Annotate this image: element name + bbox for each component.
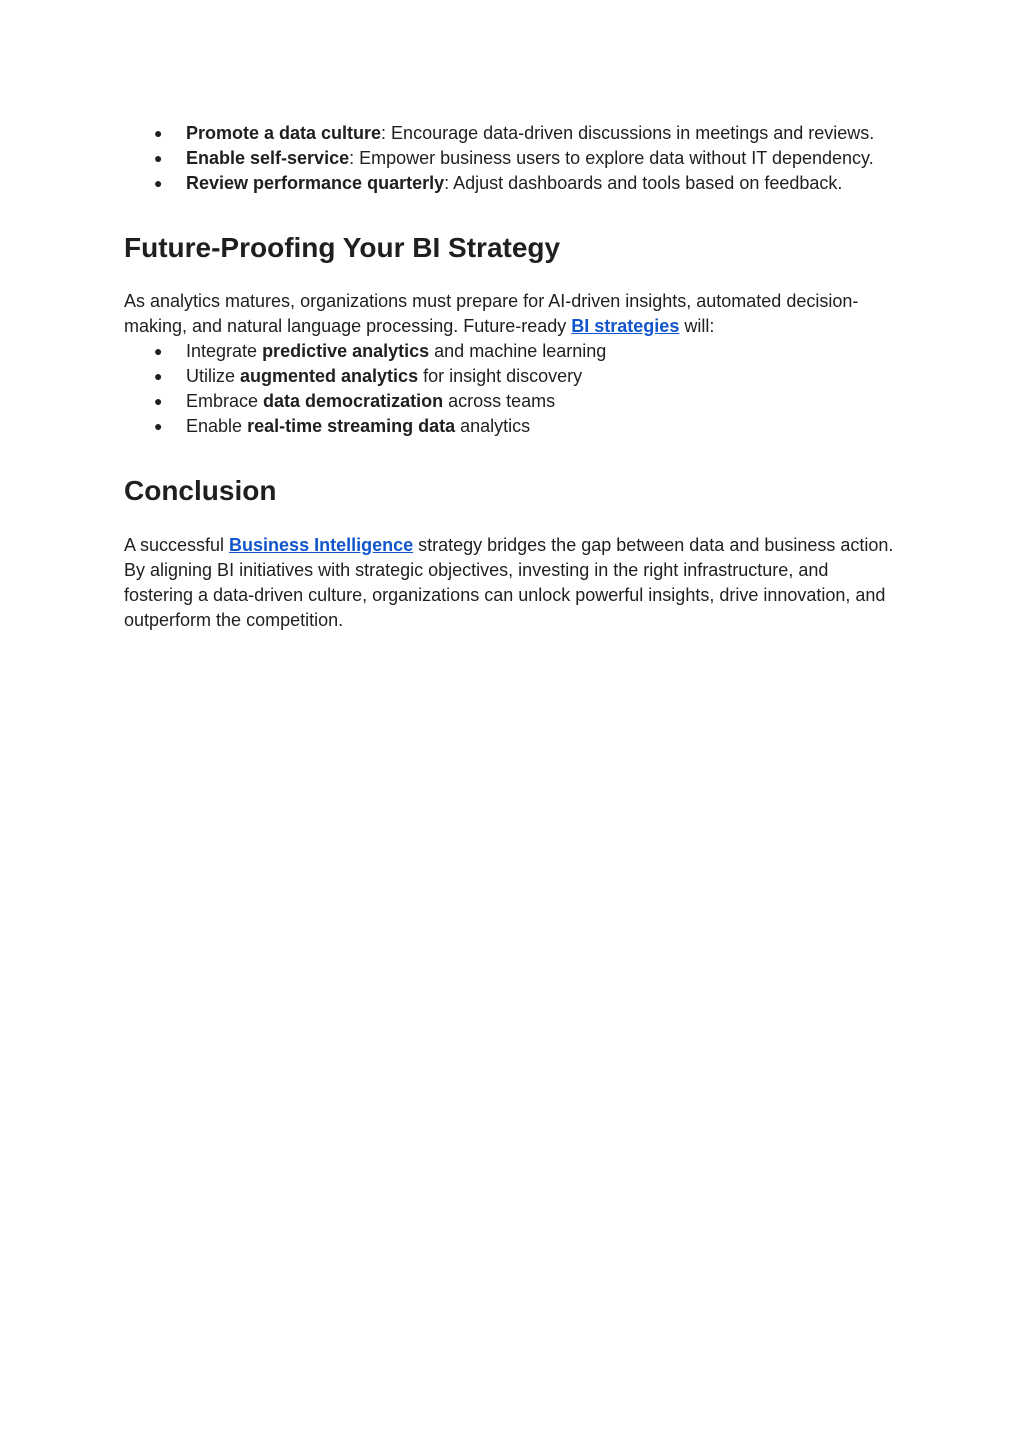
list-item-bold: Review performance quarterly (186, 173, 445, 193)
list-item-bold: real-time streaming data (247, 416, 456, 436)
list-item-bold: augmented analytics (240, 366, 419, 386)
list-item (124, 121, 899, 146)
list-item (124, 364, 899, 389)
future-list (124, 339, 899, 439)
list-item-text: Integrate (186, 341, 263, 361)
bullet-icon (154, 339, 162, 364)
bullet-icon (154, 389, 162, 414)
document-page (124, 121, 899, 633)
list-item-text: for insight discovery (418, 366, 583, 386)
list-item-text: Embrace (186, 391, 264, 411)
bullet-icon (154, 171, 162, 196)
list-item-text: analytics (455, 416, 531, 436)
list-item (124, 146, 899, 171)
paragraph-text: will: (679, 316, 715, 336)
bullet-icon (154, 364, 162, 389)
future-paragraph (124, 289, 899, 339)
list-item-bold: Enable self-service (186, 148, 350, 168)
list-item (124, 339, 899, 364)
list-item-text: : Empower business users to explore data without IT dependency. (349, 148, 874, 168)
list-item (124, 171, 899, 196)
bullet-icon (154, 414, 162, 439)
conclusion-paragraph (124, 533, 899, 633)
bi-strategies-link[interactable]: BI strategies (571, 316, 680, 336)
list-item (124, 389, 899, 414)
list-item-bold: predictive analytics (262, 341, 430, 361)
paragraph-text: A successful (124, 535, 230, 555)
list-item-text: Enable (186, 416, 248, 436)
section-heading-future: Future-Proofing Your BI Strategy (124, 232, 561, 263)
paragraph-text: As analytics matures, organizations must prepare for AI-driven insights, automated decision-making, and natural language processing. Future-ready (124, 291, 859, 336)
list-item-text: : Encourage data-driven discussions in meetings and reviews. (381, 123, 875, 143)
list-item-bold: data democratization (263, 391, 444, 411)
paragraph-text: strategy bridges the gap between data and business action. By aligning BI initiatives with strategic objectives, investing in the right infrastructure, and fostering a data-driven culture, organizations can unlock powerful insights, drive innovation, and outperform the competition. (124, 535, 894, 630)
bullet-icon (154, 121, 162, 146)
list-item-text: and machine learning (429, 341, 607, 361)
list-item (124, 414, 899, 439)
section-heading-conclusion: Conclusion (124, 475, 277, 506)
list-item-text: : Adjust dashboards and tools based on feedback. (444, 173, 843, 193)
list-item-text: Utilize (186, 366, 241, 386)
bullet-icon (154, 146, 162, 171)
list-item-text: across teams (443, 391, 556, 411)
business-intelligence-link[interactable]: Business Intelligence (229, 535, 414, 555)
recommendations-list (124, 121, 899, 196)
list-item-bold: Promote a data culture (186, 123, 382, 143)
